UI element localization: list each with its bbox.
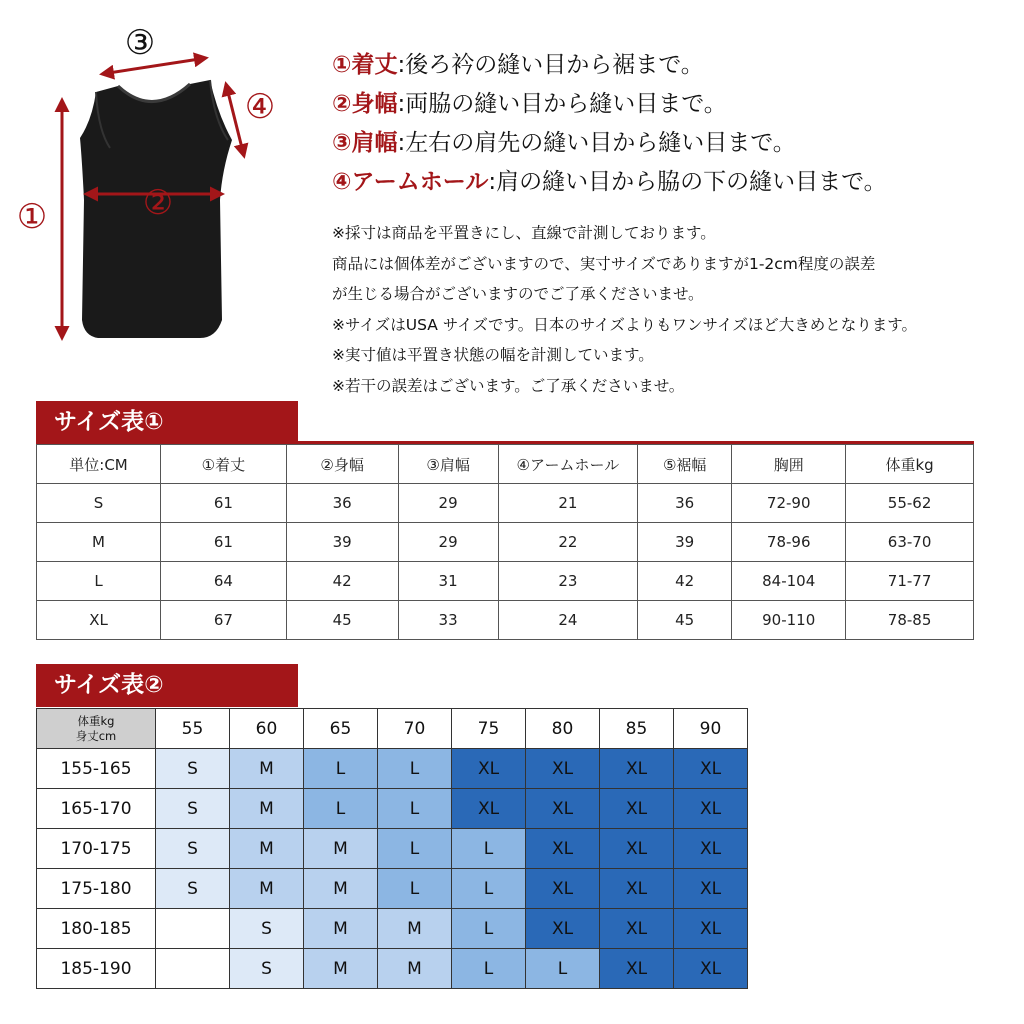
table-cell: 36 <box>638 484 732 523</box>
size-cell: L <box>452 909 526 949</box>
table-row <box>37 749 748 789</box>
size-cell: L <box>304 789 378 829</box>
size-cell: XL <box>600 829 674 869</box>
size-cell: XL <box>452 749 526 789</box>
measurement-legend <box>332 46 887 202</box>
size-cell: L <box>378 789 452 829</box>
size-table-2-title: サイズ表② <box>36 664 298 706</box>
size-cell: M <box>230 749 304 789</box>
weight-header-cell: 80 <box>526 709 600 749</box>
size-cell: XL <box>526 909 600 949</box>
weight-header-cell: 70 <box>378 709 452 749</box>
size-cell: M <box>304 869 378 909</box>
size-cell: S <box>156 869 230 909</box>
note-line: ※サイズはUSA サイズです。日本のサイズよりもワンサイズほど大きめとなります。 <box>332 315 918 334</box>
note-line: ※採寸は商品を平置きにし、直線で計測しております。 <box>332 224 716 242</box>
size-cell: S <box>156 829 230 869</box>
table-cell: M <box>37 523 161 562</box>
table-cell: 29 <box>398 523 498 562</box>
height-axis-label: 身丈cm <box>75 728 117 743</box>
legend-armhole: ④アームホール:肩の縫い目から脇の下の縫い目まで。 <box>332 169 887 195</box>
table-row <box>37 562 974 601</box>
size-cell: L <box>378 829 452 869</box>
note-line: が生じる場合がございますのでご了承くださいませ。 <box>332 285 704 303</box>
height-row-header: 165-170 <box>37 789 156 829</box>
size-cell: M <box>304 829 378 869</box>
marker-2: ② <box>142 183 174 223</box>
size-cell: L <box>452 949 526 989</box>
table-row <box>37 484 974 523</box>
table-cell: 78-85 <box>846 601 974 640</box>
table-cell: 42 <box>286 562 398 601</box>
size-cell: XL <box>674 829 748 869</box>
table-row <box>37 523 974 562</box>
table-cell: 36 <box>286 484 398 523</box>
size-cell: XL <box>600 869 674 909</box>
weight-axis-label: 体重kg <box>77 713 115 728</box>
size-cell: XL <box>526 749 600 789</box>
marker-3: ③ <box>124 23 156 63</box>
table-header-cell: ②身幅 <box>286 445 398 484</box>
table-cell: 90-110 <box>732 601 846 640</box>
table-cell: 33 <box>398 601 498 640</box>
size-cell <box>156 909 230 949</box>
size-table-2-rule <box>36 704 298 707</box>
size-cell: XL <box>600 749 674 789</box>
measurement-notes <box>332 218 917 401</box>
table-header-cell: 単位:CM <box>37 445 161 484</box>
weight-header-cell: 65 <box>304 709 378 749</box>
table-header-cell: 体重kg <box>846 445 974 484</box>
size-cell: M <box>230 789 304 829</box>
size-cell: M <box>304 949 378 989</box>
weight-header-cell: 75 <box>452 709 526 749</box>
table-cell: 72-90 <box>732 484 846 523</box>
size-cell: L <box>378 749 452 789</box>
table-row <box>37 909 748 949</box>
size-cell: L <box>378 869 452 909</box>
table-cell: 63-70 <box>846 523 974 562</box>
weight-header-row <box>37 709 748 749</box>
table-row <box>37 601 974 640</box>
size-cell: M <box>378 909 452 949</box>
height-row-header: 170-175 <box>37 829 156 869</box>
table-cell: 45 <box>638 601 732 640</box>
size-cell: XL <box>526 829 600 869</box>
legend-length: ①着丈:後ろ衿の縫い目から裾まで。 <box>332 52 704 78</box>
table-cell: 21 <box>498 484 638 523</box>
size-cell: S <box>156 749 230 789</box>
size-table-2 <box>36 708 748 989</box>
table-cell: 23 <box>498 562 638 601</box>
size-table-1 <box>36 444 974 640</box>
note-line: ※実寸値は平置き状態の幅を計測しています。 <box>332 346 654 364</box>
size-cell: L <box>452 829 526 869</box>
table-row <box>37 789 748 829</box>
size-cell: XL <box>526 869 600 909</box>
weight-header-cell: 60 <box>230 709 304 749</box>
table-cell: 78-96 <box>732 523 846 562</box>
size-cell: XL <box>674 909 748 949</box>
table-cell: 64 <box>161 562 287 601</box>
table-cell: 67 <box>161 601 287 640</box>
table-row <box>37 949 748 989</box>
table-row <box>37 869 748 909</box>
table-cell: XL <box>37 601 161 640</box>
table-header-cell: ①着丈 <box>161 445 287 484</box>
size-cell: M <box>378 949 452 989</box>
table-header-cell: ③肩幅 <box>398 445 498 484</box>
table-cell: 39 <box>286 523 398 562</box>
table-cell: L <box>37 562 161 601</box>
note-line: 商品には個体差がございますので、実寸サイズでありますが1-2cm程度の誤差 <box>332 254 876 273</box>
marker-1: ① <box>16 197 48 237</box>
size-cell: S <box>156 789 230 829</box>
size-cell: S <box>230 949 304 989</box>
legend-body-width: ②身幅:両脇の縫い目から縫い目まで。 <box>332 91 727 117</box>
table-cell: 84-104 <box>732 562 846 601</box>
table-row <box>37 829 748 869</box>
size-cell: XL <box>600 949 674 989</box>
table-header-row <box>37 445 974 484</box>
note-line: ※若干の誤差はございます。ご了承くださいませ。 <box>332 376 685 395</box>
table-header-cell: ⑤裾幅 <box>638 445 732 484</box>
size-cell: L <box>526 949 600 989</box>
table-cell: 61 <box>161 484 287 523</box>
size-cell: M <box>304 909 378 949</box>
table-cell: 42 <box>638 562 732 601</box>
table-cell: 24 <box>498 601 638 640</box>
tank-top-diagram <box>0 20 300 360</box>
corner-header-cell <box>37 709 156 749</box>
marker-4: ④ <box>244 87 276 127</box>
height-row-header: 175-180 <box>37 869 156 909</box>
size-cell: XL <box>674 789 748 829</box>
table-cell: 29 <box>398 484 498 523</box>
table-cell: 39 <box>638 523 732 562</box>
size-table-1-title: サイズ表① <box>36 401 298 443</box>
size-cell: L <box>452 869 526 909</box>
weight-header-cell: 90 <box>674 709 748 749</box>
table-cell: 31 <box>398 562 498 601</box>
table-cell: 45 <box>286 601 398 640</box>
size-cell: M <box>230 829 304 869</box>
table-cell: 55-62 <box>846 484 974 523</box>
size-cell: XL <box>674 869 748 909</box>
size-cell <box>156 949 230 989</box>
height-row-header: 155-165 <box>37 749 156 789</box>
size-cell: XL <box>674 949 748 989</box>
table-header-cell: ④アームホール <box>498 445 638 484</box>
table-header-cell: 胸囲 <box>732 445 846 484</box>
table-cell: 71-77 <box>846 562 974 601</box>
weight-header-cell: 85 <box>600 709 674 749</box>
table-cell: S <box>37 484 161 523</box>
size-cell: XL <box>674 749 748 789</box>
size-cell: XL <box>600 789 674 829</box>
size-cell: XL <box>600 909 674 949</box>
height-row-header: 185-190 <box>37 949 156 989</box>
size-cell: XL <box>526 789 600 829</box>
height-row-header: 180-185 <box>37 909 156 949</box>
size-cell: XL <box>452 789 526 829</box>
size-cell: L <box>304 749 378 789</box>
size-cell: M <box>230 869 304 909</box>
size-cell: S <box>230 909 304 949</box>
table-cell: 22 <box>498 523 638 562</box>
table-cell: 61 <box>161 523 287 562</box>
legend-shoulder: ③肩幅:左右の肩先の縫い目から縫い目まで。 <box>332 130 796 156</box>
weight-header-cell: 55 <box>156 709 230 749</box>
